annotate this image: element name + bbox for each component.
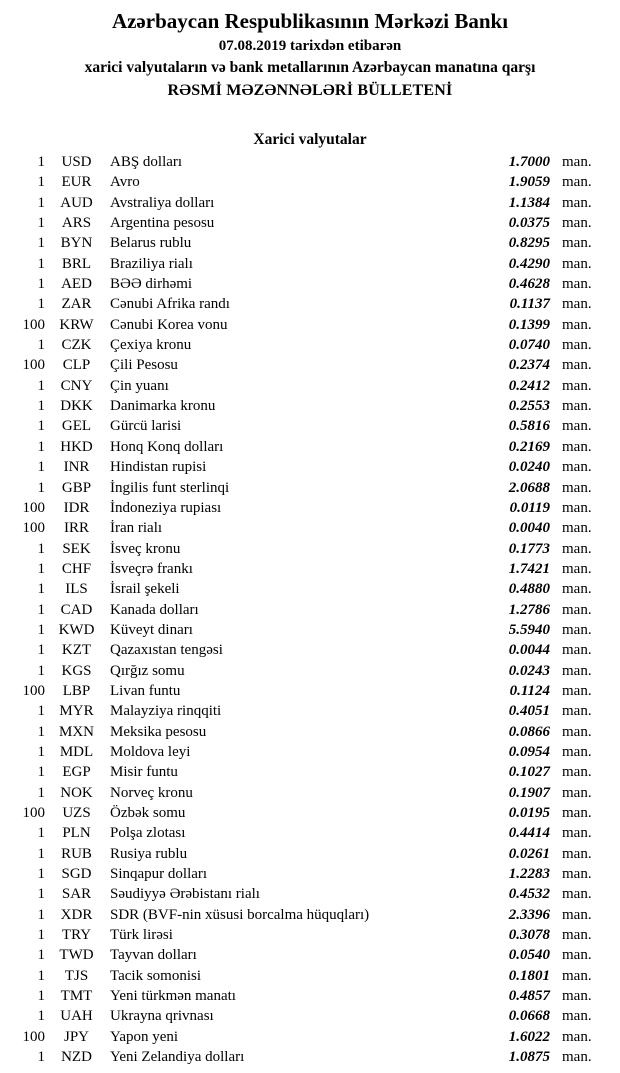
rate-row (0, 966, 598, 986)
currency-name: Meksika pesosu (110, 723, 207, 740)
currency-quantity: 1 (37, 154, 45, 170)
currency-name: Belarus rublu (110, 235, 192, 252)
rate-row (0, 233, 598, 253)
currency-name: ABŞ dolları (110, 154, 183, 170)
rate-row (0, 884, 598, 904)
currency-quantity: 1 (37, 560, 45, 577)
currency-name: Avstraliya dolları (110, 194, 215, 211)
unit-label: man. (562, 357, 592, 374)
currency-name: Sinqapur dolları (110, 866, 208, 883)
rate-row (0, 986, 598, 1006)
currency-name: Moldova leyi (110, 743, 191, 760)
exchange-rate: 1.7000 (508, 154, 550, 170)
currency-code: CNY (60, 377, 93, 394)
currency-name: İran rialı (110, 520, 163, 537)
currency-quantity: 1 (37, 438, 45, 455)
currency-name: İngilis funt sterlinqi (110, 479, 230, 496)
currency-code: LBP (62, 682, 91, 699)
unit-label: man. (562, 499, 592, 516)
currency-name: Misir funtu (110, 764, 178, 781)
rate-row (0, 701, 598, 721)
currency-quantity: 1 (37, 764, 45, 781)
unit-label: man. (562, 886, 592, 903)
currency-code: KZT (61, 642, 92, 659)
unit-label: man. (562, 906, 592, 923)
rate-row (0, 864, 598, 884)
currency-name: Çili Pesosu (110, 357, 178, 374)
unit-label: man. (562, 743, 592, 760)
exchange-rate: 2.3396 (508, 906, 550, 923)
currency-name: Livan funtu (110, 682, 181, 699)
currency-code: GEL (61, 418, 92, 435)
exchange-rate: 0.1027 (508, 764, 550, 781)
rate-row (0, 600, 598, 620)
unit-label: man. (562, 560, 592, 577)
unit-label: man. (562, 703, 592, 720)
rate-row (0, 355, 598, 375)
currency-name: Tayvan dolları (110, 947, 197, 964)
exchange-rate: 0.1137 (509, 296, 550, 313)
currency-quantity: 1 (37, 601, 45, 618)
rate-row (0, 1047, 598, 1067)
document-header (0, 0, 620, 100)
unit-label: man. (562, 479, 592, 496)
unit-label: man. (562, 927, 592, 944)
currency-code: MYR (59, 703, 94, 720)
currency-code: TRY (61, 927, 92, 944)
rate-row (0, 416, 598, 436)
rate-row (0, 213, 598, 233)
currency-quantity: 1 (37, 621, 45, 638)
rate-row (0, 559, 598, 579)
rate-row (0, 640, 598, 660)
unit-label: man. (562, 621, 592, 638)
rate-row (0, 722, 598, 742)
currency-quantity: 1 (37, 825, 45, 842)
currency-quantity: 1 (37, 215, 45, 232)
currency-code: RUB (61, 845, 92, 862)
rate-row (0, 478, 598, 498)
exchange-rate: 0.4857 (508, 988, 550, 1005)
currency-quantity: 1 (37, 418, 45, 435)
unit-label: man. (562, 1028, 592, 1045)
rate-row (0, 172, 598, 192)
currency-name: Cənubi Afrika randı (110, 296, 230, 313)
exchange-rate: 0.4051 (508, 703, 550, 720)
currency-quantity: 1 (37, 642, 45, 659)
exchange-rate: 0.0195 (508, 805, 550, 821)
currency-code: CZK (61, 337, 92, 354)
currency-quantity: 1 (37, 784, 45, 801)
currency-name: Qazaxıstan tengəsi (110, 642, 223, 659)
exchange-rate: 0.1801 (508, 967, 550, 984)
exchange-rate: 0.2169 (508, 438, 550, 455)
currency-code: KWD (58, 621, 95, 638)
exchange-rate: 5.5940 (508, 621, 550, 638)
currency-name: Yeni Zelandiya dolları (110, 1049, 245, 1066)
unit-label: man. (562, 540, 592, 557)
currency-code: SEK (62, 540, 91, 557)
bulletin-subtitle: xarici valyutaların və bank metallarının Azərbaycan manatına qarşı (84, 59, 536, 76)
rate-row (0, 905, 598, 925)
currency-code: BYN (60, 235, 93, 252)
exchange-rate: 1.9059 (508, 174, 550, 191)
currency-code: JPY (63, 1028, 89, 1045)
exchange-rate: 0.0119 (509, 499, 550, 516)
exchange-rate: 0.5816 (508, 418, 550, 435)
currency-code: IDR (63, 499, 90, 516)
currency-code: KRW (59, 316, 94, 333)
exchange-rate: 0.0040 (508, 520, 550, 537)
exchange-rate: 0.4532 (508, 886, 550, 903)
currency-quantity: 1 (37, 845, 45, 862)
currency-name: Rusiya rublu (110, 845, 188, 862)
exchange-rate: 0.0261 (508, 845, 550, 862)
exchange-rate: 1.1384 (508, 194, 550, 211)
currency-quantity: 1 (37, 927, 45, 944)
currency-code: KGS (61, 662, 92, 679)
currency-quantity: 1 (37, 581, 45, 598)
rate-row (0, 579, 598, 599)
unit-label: man. (562, 866, 592, 883)
currency-quantity: 1 (37, 723, 45, 740)
currency-name: Braziliya rialı (110, 255, 193, 272)
exchange-rate: 0.2412 (508, 377, 550, 394)
rate-row (0, 294, 598, 314)
exchange-rate: 0.0243 (508, 662, 550, 679)
unit-label: man. (562, 581, 592, 598)
currency-code: ZAR (61, 296, 92, 313)
currency-name: Kanada dolları (110, 601, 199, 618)
currency-code: ARS (61, 215, 92, 232)
rate-row (0, 457, 598, 477)
currency-code: UAH (60, 1008, 93, 1025)
exchange-rate: 1.7421 (508, 560, 550, 577)
currency-code: PLN (62, 825, 91, 842)
currency-code: CAD (60, 601, 93, 618)
unit-label: man. (562, 825, 592, 842)
rates-table (0, 152, 620, 1067)
exchange-rate: 0.0668 (508, 1008, 550, 1025)
currency-name: Hindistan rupisi (110, 459, 207, 476)
currency-code: TMT (60, 988, 93, 1005)
exchange-rate: 1.2283 (508, 866, 550, 883)
currency-quantity: 1 (37, 296, 45, 313)
unit-label: man. (562, 601, 592, 618)
currency-name: Çexiya kronu (110, 337, 192, 354)
currency-code: TWD (59, 947, 94, 964)
exchange-rate: 1.0875 (508, 1049, 550, 1066)
currency-quantity: 1 (37, 459, 45, 476)
rate-row (0, 193, 598, 213)
currency-quantity: 1 (37, 988, 45, 1005)
exchange-rate: 0.1773 (508, 540, 550, 557)
bulletin-title: RƏSMİ MƏZƏNNƏLƏRİ BÜLLETENİ (167, 82, 453, 99)
currency-name: Gürcü larisi (110, 418, 182, 435)
exchange-rate: 0.0044 (508, 642, 550, 659)
currency-quantity: 1 (37, 540, 45, 557)
currency-quantity: 100 (22, 1028, 45, 1045)
unit-label: man. (562, 723, 592, 740)
currency-quantity: 1 (37, 398, 45, 415)
unit-label: man. (562, 316, 592, 333)
section-title-foreign-currencies: Xarici valyutalar (253, 131, 367, 148)
unit-label: man. (562, 154, 592, 170)
currency-name: Norveç kronu (110, 784, 193, 801)
currency-name: İsveç kronu (110, 540, 181, 557)
currency-name: İsveçrə frankı (110, 560, 193, 577)
currency-quantity: 1 (37, 947, 45, 964)
rate-row (0, 620, 598, 640)
unit-label: man. (562, 337, 592, 354)
currency-quantity: 1 (37, 194, 45, 211)
exchange-rate: 0.4880 (508, 581, 550, 598)
unit-label: man. (562, 805, 592, 821)
currency-name: Yeni türkmən manatı (110, 988, 236, 1005)
currency-quantity: 1 (37, 1008, 45, 1025)
currency-name: SDR (BVF-nin xüsusi borcalma hüquqları) (110, 906, 370, 923)
rate-row (0, 376, 598, 396)
currency-quantity: 1 (37, 866, 45, 883)
currency-quantity: 100 (22, 499, 45, 516)
currency-quantity: 1 (37, 662, 45, 679)
currency-name: Malayziya rinqqiti (110, 703, 222, 720)
unit-label: man. (562, 438, 592, 455)
currency-code: NZD (61, 1049, 92, 1066)
currency-code: MDL (59, 743, 94, 760)
currency-code: HKD (60, 438, 93, 455)
unit-label: man. (562, 377, 592, 394)
currency-code: AUD (60, 194, 93, 211)
rate-row (0, 1006, 598, 1026)
currency-code: TJS (64, 967, 89, 984)
currency-code: CHF (61, 560, 92, 577)
currency-name: BƏƏ dirhəmi (110, 276, 193, 293)
currency-name: Danimarka kronu (110, 398, 216, 415)
exchange-rate: 0.0240 (508, 459, 550, 476)
rate-row (0, 823, 598, 843)
currency-name: Cənubi Korea vonu (110, 316, 228, 333)
currency-name: Tacik somonisi (110, 967, 202, 984)
currency-code: USD (61, 154, 92, 170)
unit-label: man. (562, 459, 592, 476)
currency-quantity: 1 (37, 743, 45, 760)
currency-quantity: 1 (37, 479, 45, 496)
rate-row (0, 803, 598, 823)
rate-row (0, 437, 598, 457)
currency-quantity: 1 (37, 255, 45, 272)
exchange-rate: 2.0688 (508, 479, 550, 496)
currency-name: Ukrayna qrivnası (110, 1008, 214, 1025)
rate-row (0, 254, 598, 274)
currency-quantity: 100 (22, 682, 45, 699)
currency-name: Polşa zlotası (110, 825, 186, 842)
rate-row (0, 274, 598, 294)
currency-code: CLP (62, 357, 91, 374)
currency-code: SGD (61, 866, 92, 883)
currency-quantity: 1 (37, 377, 45, 394)
currency-name: Honq Konq dolları (110, 438, 224, 455)
currency-code: DKK (60, 398, 93, 415)
currency-code: XDR (60, 906, 93, 923)
unit-label: man. (562, 296, 592, 313)
currency-name: İndoneziya rupiası (110, 499, 222, 516)
currency-code: GBP (61, 479, 92, 496)
unit-label: man. (562, 174, 592, 191)
currency-quantity: 1 (37, 1049, 45, 1066)
rate-row (0, 925, 598, 945)
currency-code: BRL (61, 255, 92, 272)
currency-code: NOK (60, 784, 93, 801)
currency-code: EGP (62, 764, 91, 781)
unit-label: man. (562, 662, 592, 679)
exchange-rate: 0.4290 (508, 255, 550, 272)
currency-name: İsrail şekeli (110, 581, 180, 598)
currency-quantity: 100 (22, 805, 45, 821)
exchange-rate: 0.0954 (508, 743, 550, 760)
currency-code: MXN (58, 723, 94, 740)
rate-row (0, 844, 598, 864)
rate-row (0, 152, 598, 172)
unit-label: man. (562, 1049, 592, 1066)
exchange-rate: 0.8295 (508, 235, 550, 252)
rate-row (0, 742, 598, 762)
exchange-rate: 0.1907 (508, 784, 550, 801)
rate-row (0, 783, 598, 803)
unit-label: man. (562, 947, 592, 964)
rate-row (0, 681, 598, 701)
unit-label: man. (562, 988, 592, 1005)
unit-label: man. (562, 1008, 592, 1025)
exchange-rate: 0.0540 (508, 947, 550, 964)
currency-code: INR (63, 459, 90, 476)
currency-name: Türk lirəsi (110, 927, 173, 944)
currency-name: Yapon yeni (110, 1028, 179, 1045)
currency-quantity: 1 (37, 174, 45, 191)
currency-quantity: 1 (37, 967, 45, 984)
currency-quantity: 1 (37, 276, 45, 293)
currency-quantity: 100 (22, 520, 45, 537)
currency-name: Qırğız somu (110, 662, 185, 679)
effective-date-line: 07.08.2019 tarixdən etibarən (218, 38, 402, 54)
unit-label: man. (562, 255, 592, 272)
currency-name: Səudiyyə Ərəbistanı rialı (110, 886, 260, 903)
currency-code: UZS (62, 805, 91, 821)
rate-row (0, 945, 598, 965)
currency-name: Özbək somu (110, 805, 186, 821)
rate-row (0, 335, 598, 355)
currency-quantity: 100 (22, 357, 45, 374)
unit-label: man. (562, 784, 592, 801)
bank-name-title: Azərbaycan Respublikasının Mərkəzi Bankı (111, 9, 509, 33)
unit-label: man. (562, 682, 592, 699)
exchange-rate: 0.3078 (508, 927, 550, 944)
currency-name: Çin yuanı (110, 377, 169, 394)
rate-row (0, 1027, 598, 1047)
currency-code: ILS (65, 581, 88, 598)
rate-row (0, 762, 598, 782)
unit-label: man. (562, 235, 592, 252)
unit-label: man. (562, 276, 592, 293)
unit-label: man. (562, 215, 592, 232)
unit-label: man. (562, 418, 592, 435)
exchange-rate: 0.1124 (509, 682, 550, 699)
currency-code: AED (61, 276, 92, 293)
currency-quantity: 100 (22, 316, 45, 333)
exchange-rate: 0.2553 (508, 398, 550, 415)
unit-label: man. (562, 520, 592, 537)
currency-name: Avro (110, 174, 140, 191)
currency-quantity: 1 (37, 906, 45, 923)
exchange-rate: 0.2374 (508, 357, 550, 374)
rate-row (0, 315, 598, 335)
exchange-rate: 0.0866 (508, 723, 550, 740)
currency-code: EUR (61, 174, 92, 191)
currency-quantity: 1 (37, 886, 45, 903)
exchange-rate: 0.0740 (508, 337, 550, 354)
unit-label: man. (562, 845, 592, 862)
currency-quantity: 1 (37, 235, 45, 252)
unit-label: man. (562, 194, 592, 211)
unit-label: man. (562, 398, 592, 415)
currency-name: Argentina pesosu (110, 215, 215, 232)
rate-row (0, 498, 598, 518)
currency-name: Küveyt dinarı (110, 621, 193, 638)
exchange-rate: 1.6022 (508, 1028, 550, 1045)
unit-label: man. (562, 642, 592, 659)
exchange-rate: 0.4414 (508, 825, 550, 842)
rate-row (0, 518, 598, 538)
currency-code: IRR (63, 520, 89, 537)
exchange-rate: 1.2786 (508, 601, 550, 618)
exchange-rate: 0.4628 (508, 276, 550, 293)
rate-row (0, 396, 598, 416)
rate-row (0, 539, 598, 559)
currency-code: SAR (61, 886, 92, 903)
currency-quantity: 1 (37, 703, 45, 720)
rate-row (0, 661, 598, 681)
unit-label: man. (562, 764, 592, 781)
currency-quantity: 1 (37, 337, 45, 354)
exchange-rate: 0.1399 (508, 316, 550, 333)
exchange-rate: 0.0375 (508, 215, 550, 232)
unit-label: man. (562, 967, 592, 984)
